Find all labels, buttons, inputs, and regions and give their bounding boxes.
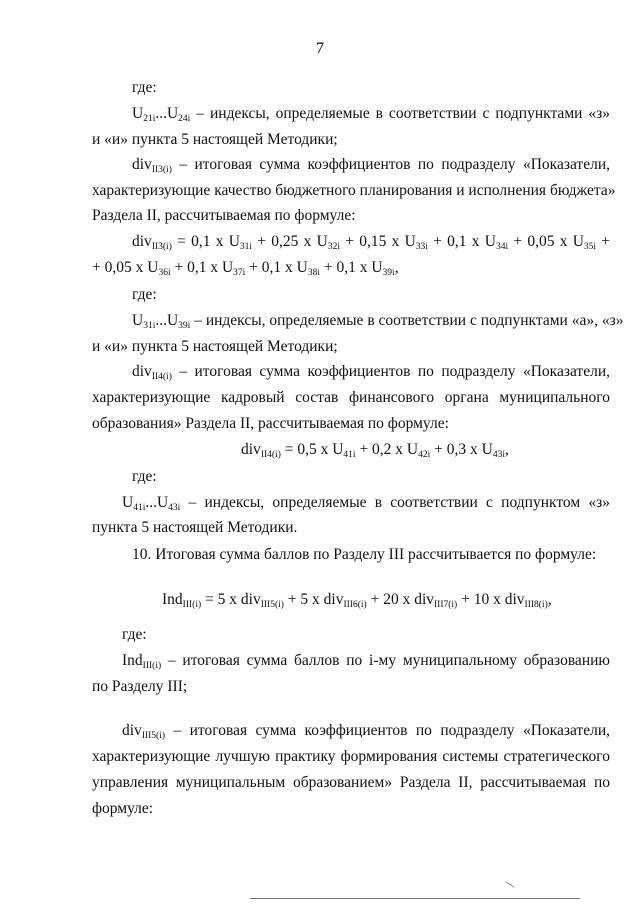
formula-line: + 0,05 x $U_{36i} + 0,1$ x $U_{37i} + 0,1$ x $U_{38i} + 0,1$ x $U_{39i}$, [92,259,399,278]
formula-line: Ind$_{III(i)}$ = 5 x div$_{III5(i)}$ + 5 x div$_{III6(i)}$ + 20 x div$_{III7(i)}$ + 10 x div$_{III8(i)}$, [162,591,552,610]
text-line: Раздела II, рассчитываемая по формуле: [92,207,356,224]
text-line: $U_{31i}...U_{39i}$ – индексы, определяемые в соответствии с подпунктами «а», «з» [132,312,624,331]
text-line: div$_{II3(i)}$ – итоговая сумма коэффициентов по подразделу «Показатели, [132,156,610,175]
text-line: пункта 5 настоящей Методики. [92,519,298,536]
text-line: где: [132,79,157,96]
scan-edge-line [250,898,580,899]
text-line: где: [132,468,157,485]
text-line: образования» Раздела II, рассчитываемая по формуле: [92,415,449,432]
text-line: характеризующие качество бюджетного планирования и исполнения бюджета» [92,182,616,199]
formula-line: div$_{II4(i)}$ = 0,5 x $U_{41i} + 0,2$ x $U_{42i} + 0,3$ x $U_{43i}$, [241,441,509,460]
text-line: характеризующие лучшую практику формирования системы стратегического [92,748,610,765]
text-line: характеризующие кадровый состав финансового органа муниципального [92,389,610,406]
text-line: и «и» пункта 5 настоящей Методики; [92,338,338,355]
text-line: 10. Итоговая сумма баллов по Разделу III рассчитывается по формуле: [132,546,597,563]
scan-mark [506,881,515,888]
text-line: div$_{III5(i)}$ – итоговая сумма коэффициентов по подразделу «Показатели, [122,722,610,741]
text-line: $U_{41i}...U_{43i}$ – индексы, определяемые в соответствии с подпунктом «з» [122,494,610,513]
text-line: где: [122,626,147,643]
text-line: управления муниципальным образованием» Раздела II, рассчитываемая по [92,774,610,791]
text-line: Ind$_{III(i)}$ – итоговая сумма баллов по i-му муниципальному образованию [122,652,610,671]
text-line: по Разделу III; [92,678,188,695]
text-line: где: [132,286,157,303]
formula-line: div$_{II3(i)}$ = 0,1 x $U_{31i} + 0,25$ x $U_{32i} + 0,15$ x $U_{33i} + 0,1$ x $U_{34i} + 0,05$ x $U_{35i}$ + [132,233,611,252]
text-line: div$_{II4(i)}$ – итоговая сумма коэффициентов по подразделу «Показатели, [132,363,610,382]
text-line: формуле: [92,800,154,817]
text-line: $U_{21i}...U_{24i}$ – индексы, определяемые в соответствии с подпунктами «з» [132,105,610,124]
text-line: и «и» пункта 5 настоящей Методики; [92,131,338,148]
page-number: 7 [316,40,324,57]
